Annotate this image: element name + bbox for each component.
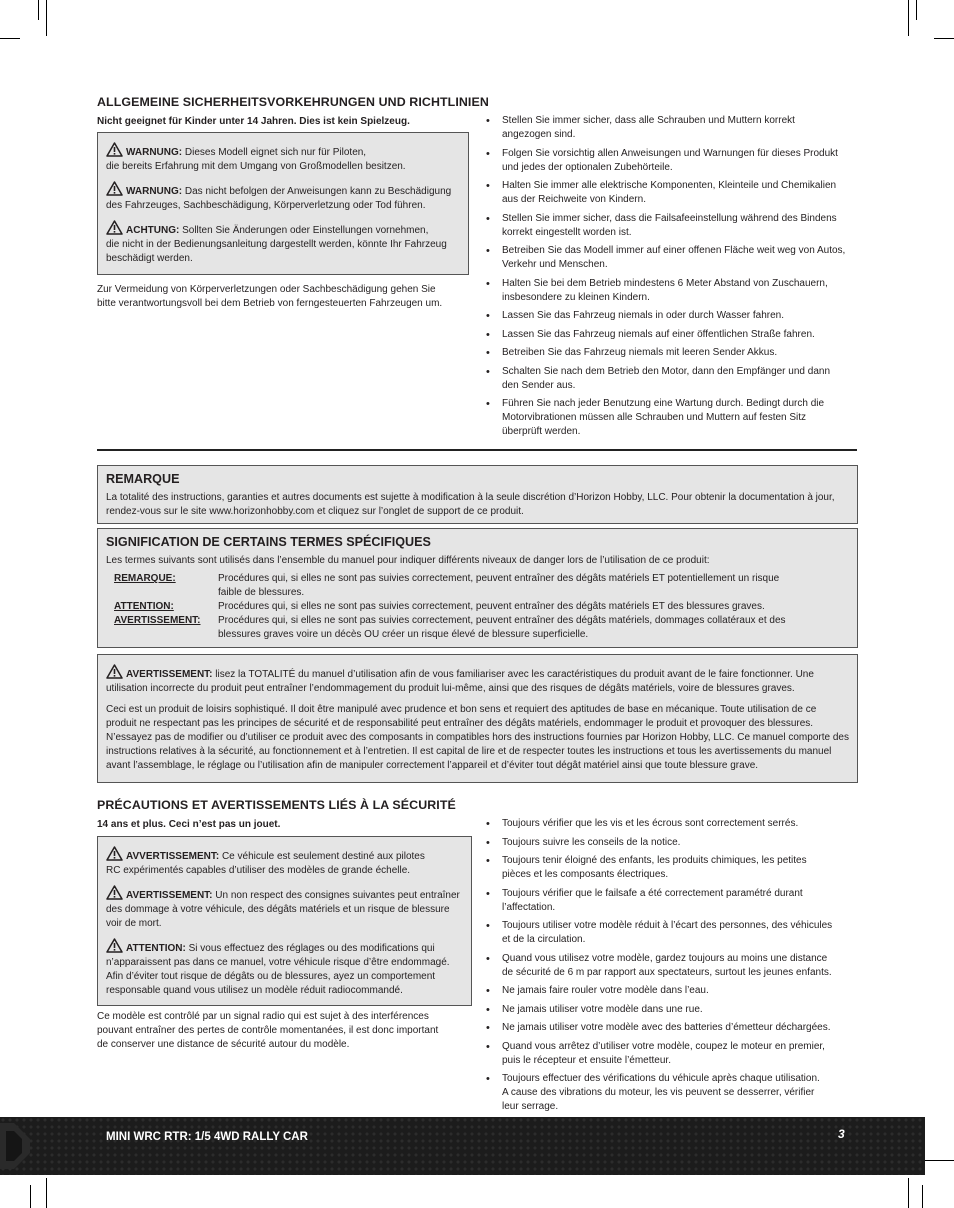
crop-mark (908, 0, 909, 36)
list-item: • Toujours effectuer des vérifications du véhicule après chaque utilisation. A cause des vibrations du moteur, les vis peuvent se desserrer, vérifier leur serrage. (481, 1072, 861, 1114)
list-item: • Toujours suivre les conseils de la notice. (481, 836, 861, 850)
crop-mark (908, 1178, 909, 1208)
footer-decoration-icon (0, 1117, 40, 1175)
list-item: • Toujours tenir éloigné des enfants, les produits chimiques, les petites pièces et les composants électriques. (481, 854, 861, 882)
crop-mark (46, 1178, 47, 1208)
signification-box (97, 528, 858, 648)
de-warning-1: WARNUNG: Dieses Modell eignet sich nur für Piloten, die bereits Erfahrung mit dem Umgang von Großmodellen besitzen. (106, 142, 460, 174)
list-item: • Halten Sie bei dem Betrieb mindestens 6 Meter Abstand von Zuschauern, insbesondere zu kleinen Kindern. (481, 277, 861, 305)
crop-mark (30, 1185, 31, 1208)
term-label: AVERTISSEMENT: (114, 615, 201, 626)
section-divider (97, 449, 857, 451)
term-definition: Procédures qui, si elles ne sont pas suivies correctement, peuvent entraîner des dégâts matériels ET des blessures graves. (218, 601, 765, 612)
de-warning-3: ACHTUNG: Sollten Sie Änderungen oder Einstellungen vornehmen, die nicht in der Bedienungsanleitung dargestellt werden, könnte Ihr Fahrzeug beschädigt werden. (106, 220, 460, 266)
fr-bullet-list (481, 817, 861, 1119)
terms-list (114, 572, 849, 642)
de-note: Zur Vermeidung von Körperverletzungen oder Sachbeschädigung gehen Sie bitte verantwortungsvoll bei dem Betrieb von ferngesteuerten Fahrzeugen um. (97, 284, 443, 309)
fr-warning-3: ATTENTION: Si vous effectuez des réglages ou des modifications qui n’apparaissent pas dans ce manuel, votre véhicule risque d’être endommagé. Afin d’éviter tout risque de dégâts ou de blessures, ayez un comportement responsable quand vous utilisez un modèle réduit radiocommandé. (106, 938, 463, 998)
warning-triangle-icon (106, 664, 123, 679)
fr-warning-1: AVVERTISSEMENT: Ce véhicule est seulement destiné aux pilotes RC expérimentés capables d’utiliser des modèles de grande échelle. (106, 846, 463, 878)
list-item: • Ne jamais utiliser votre modèle avec des batteries d’émetteur déchargées. (481, 1021, 861, 1035)
crop-mark (38, 0, 39, 20)
de-warning-box (97, 132, 469, 275)
crop-mark (922, 1185, 923, 1208)
de-subheading: Nicht geeignet für Kinder unter 14 Jahren. Dies ist kein Spielzeug. (97, 116, 410, 127)
warning-triangle-icon (106, 220, 123, 235)
list-item: • Führen Sie nach jeder Benutzung eine Wartung durch. Bedingt durch die Motorvibrationen müssen alle Schrauben und Muttern auf festen Sitz überprüft werden. (481, 397, 861, 439)
list-item: • Betreiben Sie das Modell immer auf einer offenen Fläche weit weg von Autos, Verkehr und Menschen. (481, 244, 861, 272)
avertissement-box (97, 654, 858, 783)
list-item: • Schalten Sie nach dem Betrieb den Motor, dann den Empfänger und dann den Sender aus. (481, 365, 861, 393)
list-item: • Folgen Sie vorsichtig allen Anweisungen und Warnungen für dieses Produkt und jedes der optionalen Zubehörteile. (481, 147, 861, 175)
list-item: • Stellen Sie immer sicher, dass alle Schrauben und Muttern korrekt angezogen sind. (481, 114, 861, 142)
signification-intro: Les termes suivants sont utilisés dans l’ensemble du manuel pour indiquer différents niveaux de danger lors de l’utilisation de ce produit: (106, 555, 710, 566)
crop-mark (0, 38, 20, 39)
list-item: • Stellen Sie immer sicher, dass die Failsafeeinstellung während des Bindens korrekt eingestellt worden ist. (481, 212, 861, 240)
term-definition: Procédures qui, si elles ne sont pas suivies correctement, peuvent entraîner des dégâts matériels, dommages collatéraux et des blessures graves voire un décès OU créer un risque élevé de blessure superficielle. (218, 615, 786, 640)
footer-title: MINI WRC RTR: 1/5 4WD RALLY CAR (106, 1131, 308, 1143)
warning-triangle-icon (106, 181, 123, 196)
list-item: • Toujours vérifier que les vis et les écrous sont correctement serrés. (481, 817, 861, 831)
warning-triangle-icon (106, 938, 123, 953)
list-item: • Toujours vérifier que le failsafe a été correctement paramétré durant l’affectation. (481, 887, 861, 915)
fr-warning-box (97, 836, 472, 1006)
warning-triangle-icon (106, 846, 123, 861)
de-bullet-list (481, 114, 861, 444)
warning-triangle-icon (106, 142, 123, 157)
de-heading: ALLGEMEINE SICHERHEITSVORKEHRUNGEN UND RICHTLINIEN (97, 95, 489, 109)
list-item: • Betreiben Sie das Fahrzeug niemals mit leeren Sender Akkus. (481, 346, 861, 360)
fr-note: Ce modèle est contrôlé par un signal radio qui est sujet à des interférences pouvant entraîner des pertes de contrôle momentanées, il est donc important de conserver une distance de sécurité autour du modèle. (97, 1011, 439, 1050)
avertissement-text: AVERTISSEMENT: lisez la TOTALITÉ du manuel d’utilisation afin de vous familiariser avec les caractéristiques du produit avant de le faire fonctionner. Une utilisation incorrecte du produit peut entraîner l’endommagement du produit lui-même, ainsi que des risques de dégâts matériels, voire de blessures graves. (106, 664, 849, 696)
warning-triangle-icon (106, 885, 123, 900)
signification-title: SIGNIFICATION DE CERTAINS TERMES SPÉCIFIQUES (106, 535, 431, 549)
list-item: • Lassen Sie das Fahrzeug niemals in oder durch Wasser fahren. (481, 309, 861, 323)
remarque-box (97, 465, 858, 524)
term-label: REMARQUE: (114, 573, 176, 584)
list-item: • Quand vous utilisez votre modèle, gardez toujours au moins une distance de sécurité de 6 m par rapport aux spectateurs, surtout les jeunes enfants. (481, 952, 861, 980)
list-item: • Quand vous arrêtez d’utiliser votre modèle, coupez le moteur en premier, puis le récepteur et ensuite l’émetteur. (481, 1040, 861, 1068)
de-warning-2: WARNUNG: Das nicht befolgen der Anweisungen kann zu Beschädigung des Fahrzeuges, Sachbeschädigung, Körperverletzung oder Tod führen. (106, 181, 460, 213)
fr-heading: PRÉCAUTIONS ET AVERTISSEMENTS LIÉS À LA SÉCURITÉ (97, 798, 456, 812)
list-item: • Ne jamais utiliser votre modèle dans une rue. (481, 1003, 861, 1017)
crop-mark (934, 38, 954, 39)
avertissement-text-2: Ceci est un produit de loisirs sophistiqué. Il doit être manipulé avec prudence et bon sens et requiert des aptitudes de base en mécanique. Toute utilisation de ce produit ne respectant pas les principes de sécurité et de responsabilité peut entraîner des dégâts matériels, endommager le produit et provoquer des blessures. N’essayez pas de modifier ou d’utiliser ce produit avec des composants in compatibles hors des instructions fournies par Horizon Hobby, LLC. Ce manuel comporte des instructions relatives à la sécurité, au fonctionnement et à l’entretien. Il est capital de lire et de respecter toutes les instructions et tous les avertissements du manuel avant l’assemblage, le réglage ou l’utilisation afin de manipuler correctement l’appareil et d’éviter tout dégât matériel ainsi que toute blessure grave. (106, 704, 849, 771)
remarque-text: La totalité des instructions, garanties et autres documents est sujette à modification à la seule discrétion d’Horizon Hobby, LLC. Pour obtenir la documentation à jour, rendez-vous sur le site www.horizonhobby.com et cliquez sur l’onglet de support de ce produit. (106, 492, 835, 517)
page-number: 3 (838, 1127, 845, 1141)
fr-subheading: 14 ans et plus. Ceci n’est pas un jouet. (97, 819, 281, 830)
list-item: • Lassen Sie das Fahrzeug niemals auf einer öffentlichen Straße fahren. (481, 328, 861, 342)
list-item: • Halten Sie immer alle elektrische Komponenten, Kleinteile und Chemikalien aus der Reichweite von Kindern. (481, 179, 861, 207)
term-label: ATTENTION: (114, 601, 174, 612)
list-item: • Ne jamais faire rouler votre modèle dans l’eau. (481, 984, 861, 998)
page-footer (0, 1117, 925, 1175)
crop-mark (46, 0, 47, 36)
remarque-title: REMARQUE (106, 472, 180, 486)
fr-warning-2: AVERTISSEMENT: Un non respect des consignes suivantes peut entraîner des dommage à votre véhicule, des dégâts matériels et un risque de blessure voir de mort. (106, 885, 463, 931)
crop-mark (916, 0, 917, 20)
term-definition: Procédures qui, si elles ne sont pas suivies correctement, peuvent entraîner des dégâts matériels ET potentiellement un risque faible de blessures. (218, 573, 780, 598)
list-item: • Toujours utiliser votre modèle réduit à l’écart des personnes, des véhicules et de la circulation. (481, 919, 861, 947)
